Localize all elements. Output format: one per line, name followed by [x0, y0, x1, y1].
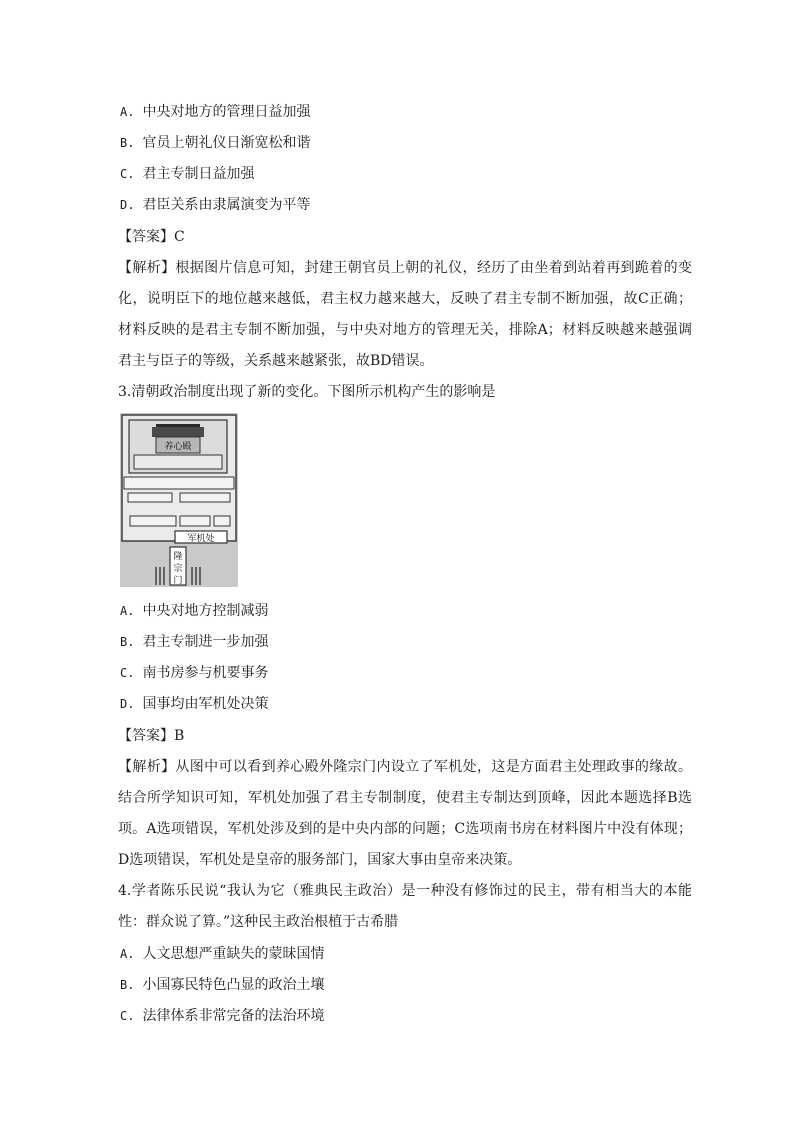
q4-stem-line-1: 4.学者陈乐民说“我认为它（雅典民主政治）是一种没有修饰过的民主，带有相当大的本能 [118, 883, 692, 899]
option-text: 官员上朝礼仪日渐宽松和谐 [142, 135, 311, 151]
option-label: C. [120, 167, 135, 181]
q2-option-b [120, 133, 694, 153]
q2-option-c [120, 164, 694, 184]
hall-label: 养心殿 [164, 442, 192, 452]
option-label: D. [120, 198, 135, 212]
option-label: A. [120, 947, 135, 961]
option-label: B. [120, 136, 135, 150]
gate-label-3: 门 [173, 576, 183, 586]
q3-answer: 【答案】B [118, 728, 185, 744]
q4-option-a [120, 944, 694, 964]
gate-label-1: 隆 [173, 552, 183, 562]
gate-label-2: 宗 [173, 564, 183, 574]
q3-option-a [120, 601, 694, 621]
option-text: 中央对地方控制减弱 [142, 603, 269, 619]
q2-analysis-line-3: 材料反映的是君主专制不断加强，与中央对地方的管理无关，排除A；材料反映越来越强调 [118, 322, 692, 338]
q2-analysis-line-4: 君主与臣子的等级，关系越来越紧张，故BD错误。 [118, 353, 434, 369]
option-label: D. [120, 697, 135, 711]
palace-diagram [120, 413, 238, 587]
option-text: 君臣关系由隶属演变为平等 [142, 197, 311, 213]
q3-analysis-line-4: D选项错误，军机处是皇帝的服务部门，国家大事由皇帝来决策。 [118, 852, 522, 868]
option-text: 君主专制进一步加强 [142, 634, 269, 650]
q4-option-c [120, 1006, 694, 1026]
option-label: A. [120, 105, 135, 119]
option-text: 法律体系非常完备的法治环境 [142, 1008, 325, 1024]
option-label: B. [120, 635, 135, 649]
q4-stem-line-2: 性：群众说了算。”这种民主政治根植于古希腊 [118, 914, 399, 930]
option-text: 南书房参与机要事务 [142, 665, 269, 681]
q4-option-b [120, 975, 694, 995]
q2-option-a [120, 102, 694, 122]
q2-option-d [120, 195, 694, 215]
q3-stem: 3.清朝政治制度出现了新的变化。下图所示机构产生的影响是 [118, 384, 496, 400]
q2-answer: 【答案】C [118, 229, 185, 245]
option-label: A. [120, 604, 135, 618]
option-text: 人文思想严重缺失的蒙昧国情 [142, 946, 325, 962]
option-label: C. [120, 1009, 135, 1023]
q3-option-c [120, 663, 694, 683]
option-text: 小国寡民特色凸显的政治土壤 [142, 977, 325, 993]
q3-option-b [120, 632, 694, 652]
q3-option-d [120, 694, 694, 714]
q3-analysis-line-3: 项。A选项错误，军机处涉及到的是中央内部的问题；C选项南书房在材料图片中没有体现； [118, 821, 692, 837]
q2-analysis-line-2: 化，说明臣下的地位越来越低，君主权力越来越大，反映了君主专制不断加强，故C正确； [118, 291, 692, 307]
office-label: 军机处 [187, 534, 215, 544]
q3-analysis-line-2: 结合所学知识可知，军机处加强了君主专制制度，使君主专制达到顶峰，因此本题选择B选 [118, 790, 692, 806]
option-text: 君主专制日益加强 [142, 166, 255, 182]
option-text: 中央对地方的管理日益加强 [142, 104, 311, 120]
option-text: 国事均由军机处决策 [142, 696, 269, 712]
option-label: B. [120, 978, 135, 992]
q2-analysis-line-1: 【解析】根据图片信息可知，封建王朝官员上朝的礼仪，经历了由坐着到站着再到跪着的变 [118, 260, 692, 276]
option-label: C. [120, 666, 135, 680]
q3-analysis-line-1: 【解析】从图中可以看到养心殿外隆宗门内设立了军机处，这是方面君主处理政事的缘故。 [118, 759, 692, 775]
